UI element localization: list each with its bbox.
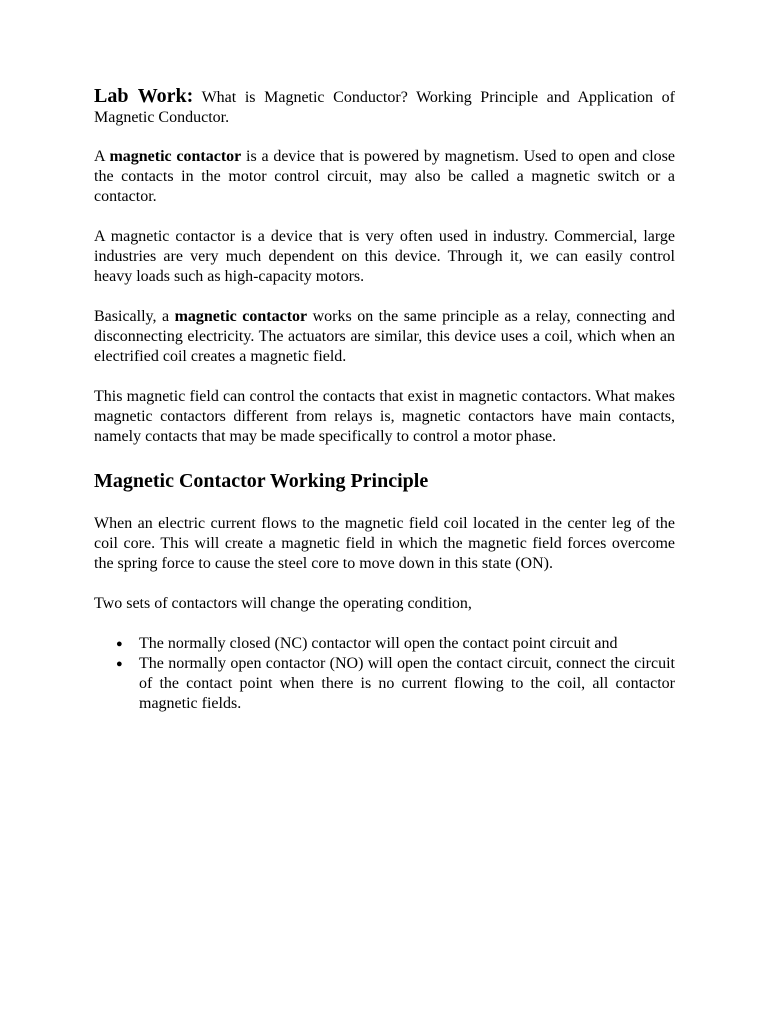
bullet-list	[94, 634, 675, 714]
list-item	[116, 634, 675, 654]
paragraph-working: When an electric current flows to the magnetic field coil located in the center leg of the coil core. This will create a magnetic field in which the magnetic field forces overcome the spring force to cause the steel core to move down in this state (ON).	[94, 515, 675, 572]
lab-work-intro	[94, 86, 675, 128]
paragraph-principle-bold: magnetic contactor	[174, 308, 308, 325]
list-item-text: The normally closed (NC) contactor will open the contact point circuit and	[139, 635, 618, 652]
paragraph-definition	[94, 147, 675, 207]
section-heading: Magnetic Contactor Working Principle	[94, 470, 429, 492]
paragraph-definition-bold: magnetic contactor	[109, 148, 242, 165]
list-item	[116, 654, 675, 714]
list-item-text: The normally open contactor (NO) will open the contact circuit, connect the circuit of the contact point when there is no current flowing to the coil, all contactor magnetic fields.	[139, 655, 675, 712]
lab-work-label: Lab Work:	[94, 85, 194, 107]
paragraph-definition-pre: A	[94, 148, 110, 165]
paragraph-contacts: This magnetic field can control the contacts that exist in magnetic contactors. What makes magnetic contactors different from relays is, magnetic contactors have main contacts, namely contacts that may be made specifically to control a motor phase.	[94, 388, 675, 445]
lab-work-text: What is Magnetic Conductor? Working Principle and Application of Magnetic Conductor.	[94, 89, 675, 126]
paragraph-definition-post: is a device that is powered by magnetism. Used to open and close the contacts in the motor control circuit, may also be called a magnetic switch or a contactor.	[94, 148, 676, 205]
paragraph-principle	[94, 307, 675, 367]
paragraph-principle-pre: Basically, a	[94, 308, 175, 325]
paragraph-principle-post: works on the same principle as a relay, connecting and disconnecting electricity. The actuators are similar, this device uses a coil, which when an electrified coil creates a magnetic field.	[94, 308, 676, 365]
paragraph-operating-condition: Two sets of contactors will change the operating condition,	[94, 595, 472, 612]
paragraph-industry: A magnetic contactor is a device that is very often used in industry. Commercial, large industries are very much dependent on this device. Through it, we can easily control heavy loads such as high-capacity motors.	[94, 228, 675, 285]
bullet-icon: ●	[116, 658, 123, 670]
document-page	[94, 86, 675, 714]
bullet-icon: ●	[116, 638, 123, 650]
